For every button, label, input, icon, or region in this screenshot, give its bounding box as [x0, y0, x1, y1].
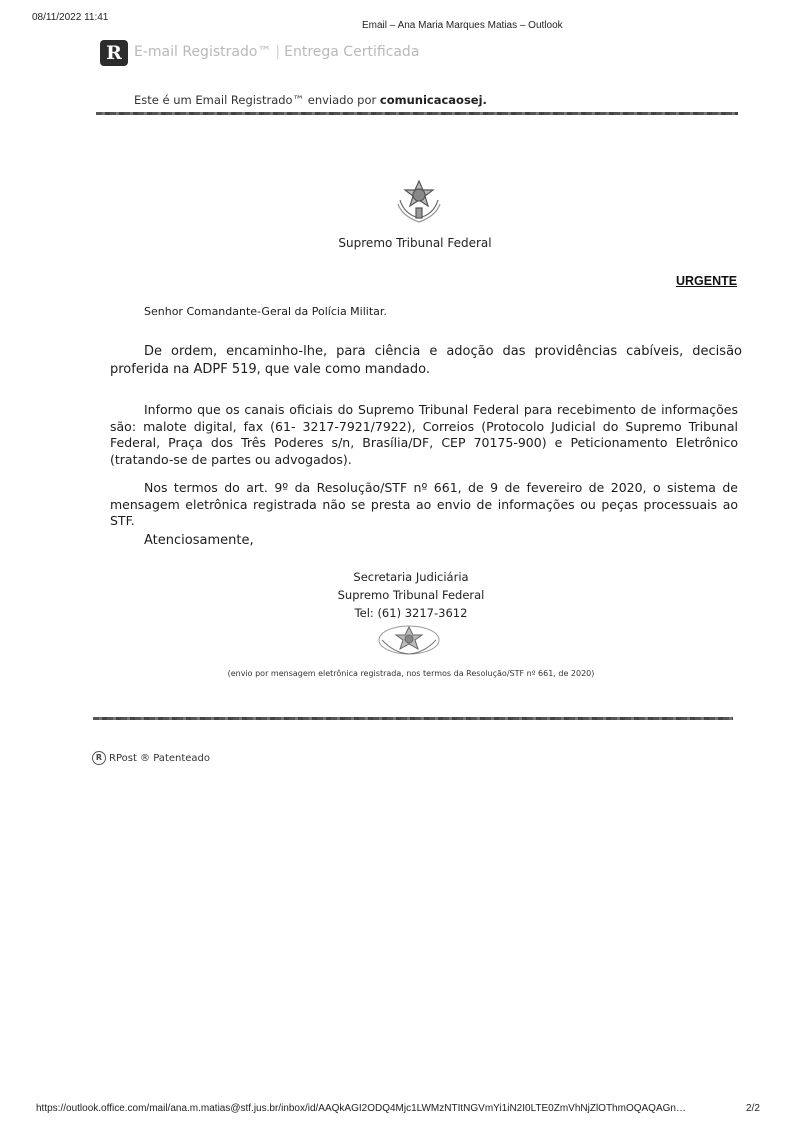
footer-divider	[93, 717, 733, 720]
signature-court: Supremo Tribunal Federal	[337, 588, 485, 602]
paragraph-channels: Informo que os canais oficiais do Supremo Tribunal Federal para recebimento de informações são: malote digital, fax (61- 3217-7921/7922), Correios (Protocolo Judicial do Supremo Tribunal Federal, Praça dos Três Poderes s/n, Brasília/DF, CEP 70175-900) e Peticionamento Eletrônico (tratando-se de partes ou advogados).	[110, 402, 738, 467]
signature-phone: Tel: (61) 3217-3612	[354, 606, 468, 620]
banner-product: E-mail Registrado™	[134, 44, 272, 60]
banner-title	[134, 44, 419, 60]
registered-notice	[134, 93, 487, 107]
paragraph-resolution: Nos termos do art. 9º da Resolução/STF nº 661, de 9 de fevereiro de 2020, o sistema de mensagem eletrônica registrada não se presta ao envio de informações ou peças processuais ao STF.	[110, 480, 738, 528]
banner-tagline: Entrega Certificada	[284, 44, 420, 60]
print-page-title: Email – Ana Maria Marques Matias – Outlook	[362, 20, 563, 31]
closing: Atenciosamente,	[144, 533, 254, 548]
logo-letter: R	[106, 42, 122, 64]
court-name: Supremo Tribunal Federal	[338, 236, 492, 250]
coat-of-arms-icon	[392, 178, 446, 226]
urgent-label: URGENTE	[676, 274, 738, 288]
registered-notice-prefix: Este é um Email Registrado™ enviado por	[134, 93, 377, 107]
print-page-number: 2/2	[746, 1103, 760, 1114]
signature-department: Secretaria Judiciária	[353, 570, 469, 584]
print-url: https://outlook.office.com/mail/ana.m.matias@stf.jus.br/inbox/id/AAQkAGI2ODQ4Mjc1LWMzNTItNGVmYi1iN2I0LTE0ZmVhNjZlOThmOQAQAGn…	[36, 1103, 686, 1114]
coat-of-arms-seal-icon	[376, 623, 442, 657]
rpost-patent	[92, 751, 210, 765]
banner-divider	[96, 112, 738, 115]
sender-name: comunicacaosej.	[379, 93, 487, 107]
salutation: Senhor Comandante-Geral da Polícia Militar.	[144, 305, 387, 318]
rpost-icon: R	[92, 751, 106, 765]
rpost-label: RPost ® Patenteado	[109, 752, 211, 764]
print-date-time: 08/11/2022 11:41	[32, 12, 109, 23]
banner-separator: |	[275, 44, 281, 60]
delivery-note: (envio por mensagem eletrônica registrada, nos termos da Resolução/STF nº 661, de 2020)	[227, 669, 595, 678]
registered-email-logo	[100, 40, 128, 66]
paragraph-order: De ordem, encaminho-lhe, para ciência e adoção das providências cabíveis, decisão proferida na ADPF 519, que vale como mandado.	[110, 344, 742, 377]
